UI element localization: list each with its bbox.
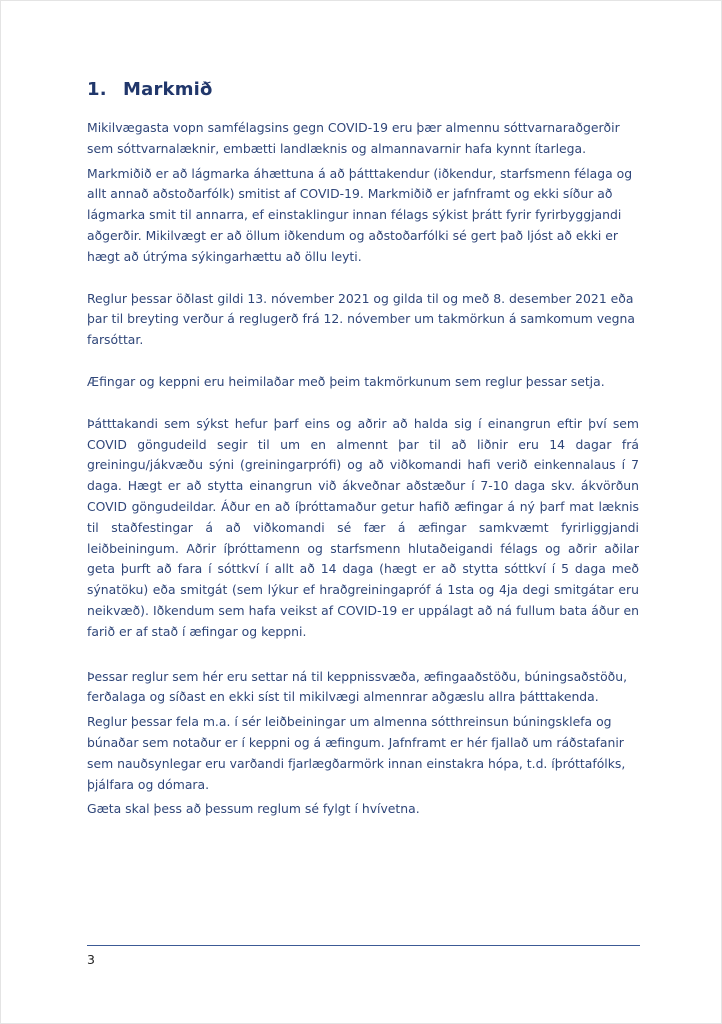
paragraph-2: Markmiðið er að lágmarka áhættuna á að þátttakendur (iðkendur, starfsmenn félaga og allt annað aðstoðarfólk) smitist af COVID-19. Markmiðið er jafnframt og ekki síður að lágmarka smit til annarra, ef einstaklingur innan félags sýkist þrátt fyrir fyrirbyggjandi aðgerðir. Mikilvægt er að öllum iðkendum og aðstoðarfólki sé gert það ljóst að ekki er hægt að útrýma sýkingarhættu að öllu leyti. (87, 165, 633, 264)
page-number: 3 (87, 952, 95, 967)
paragraph-1: Mikilvægasta vopn samfélagsins gegn COVID-19 eru þær almennu sóttvarnaraðgerðir sem sóttvarnalæknir, embætti landlæknis og almannavarnir hafa kynnt ítarlega. (87, 120, 620, 156)
section-title: Markmið (123, 79, 213, 100)
paragraph-3: Reglur þessar öðlast gildi 13. nóvember 2021 og gilda til og með 8. desember 2021 eða þar til breyting verður á reglugerð frá 12. nóvember um takmörkun á samkomum vegna farsóttar. (87, 290, 635, 348)
section-number: 1. (87, 79, 107, 100)
paragraph-7: Reglur þessar fela m.a. í sér leiðbeiningar um almenna sótthreinsun búningsklefa og búnaðar sem notaður er í keppni og á æfingum. Jafnframt er hér fjallað um ráðstafanir sem nauðsynlegar eru varðandi fjarlægðarmörk innan einstakra hópa, t.d. íþróttafólks, þjálfara og dómara. (87, 714, 626, 792)
paragraph-5: Þátttakandi sem sýkst hefur þarf eins og aðrir að halda sig í einangrun eftir því sem COVID göngudeild segir til um en almennt þar til að liðnir eru 14 dagar frá greiningu/jákvæðu sýni (greiningarprófi) og að viðkomandi hafi verið einkennalaus í 7 daga. Hægt er að stytta einangrun við ákveðnar aðstæður í 7-10 daga skv. ákvörðun COVID göngudeildar. Áður en að íþróttamaður getur hafið æfingar á ný þarf mat læknis til staðfestingar á að viðkomandi sé fær á æfingar samkvæmt fyrirliggjandi leiðbeiningum. Aðrir íþróttamenn og starfsmenn hlutaðeigandi félags og aðrir aðilar geta þurft að fara í sóttkví í allt að 14 daga (hægt er að stytta sóttkví í 5 daga með sýnatöku) eða smitgát (sem lýkur ef hraðgreiningapróf á 1sta og 4ja degi smitgátar eru neikvæð). Iðkendum sem hafa veikst af COVID-19 er uppálagt að ná fullum bata áður en farið er af stað í æfingar og keppni. (87, 415, 639, 639)
footer-divider (87, 945, 640, 946)
section-body (87, 118, 639, 820)
section-heading (87, 79, 213, 100)
paragraph-6: Þessar reglur sem hér eru settar ná til keppnissvæða, æfingaaðstöðu, búningsaðstöðu, ferðalaga og síðast en ekki síst til mikilvægi almennrar aðgæslu allra þátttakenda. (87, 668, 628, 705)
paragraph-8: Gæta skal þess að þessum reglum sé fylgt í hvívetna. (87, 801, 420, 817)
paragraph-4: Æfingar og keppni eru heimilaðar með þeim takmörkunum sem reglur þessar setja. (87, 373, 605, 389)
